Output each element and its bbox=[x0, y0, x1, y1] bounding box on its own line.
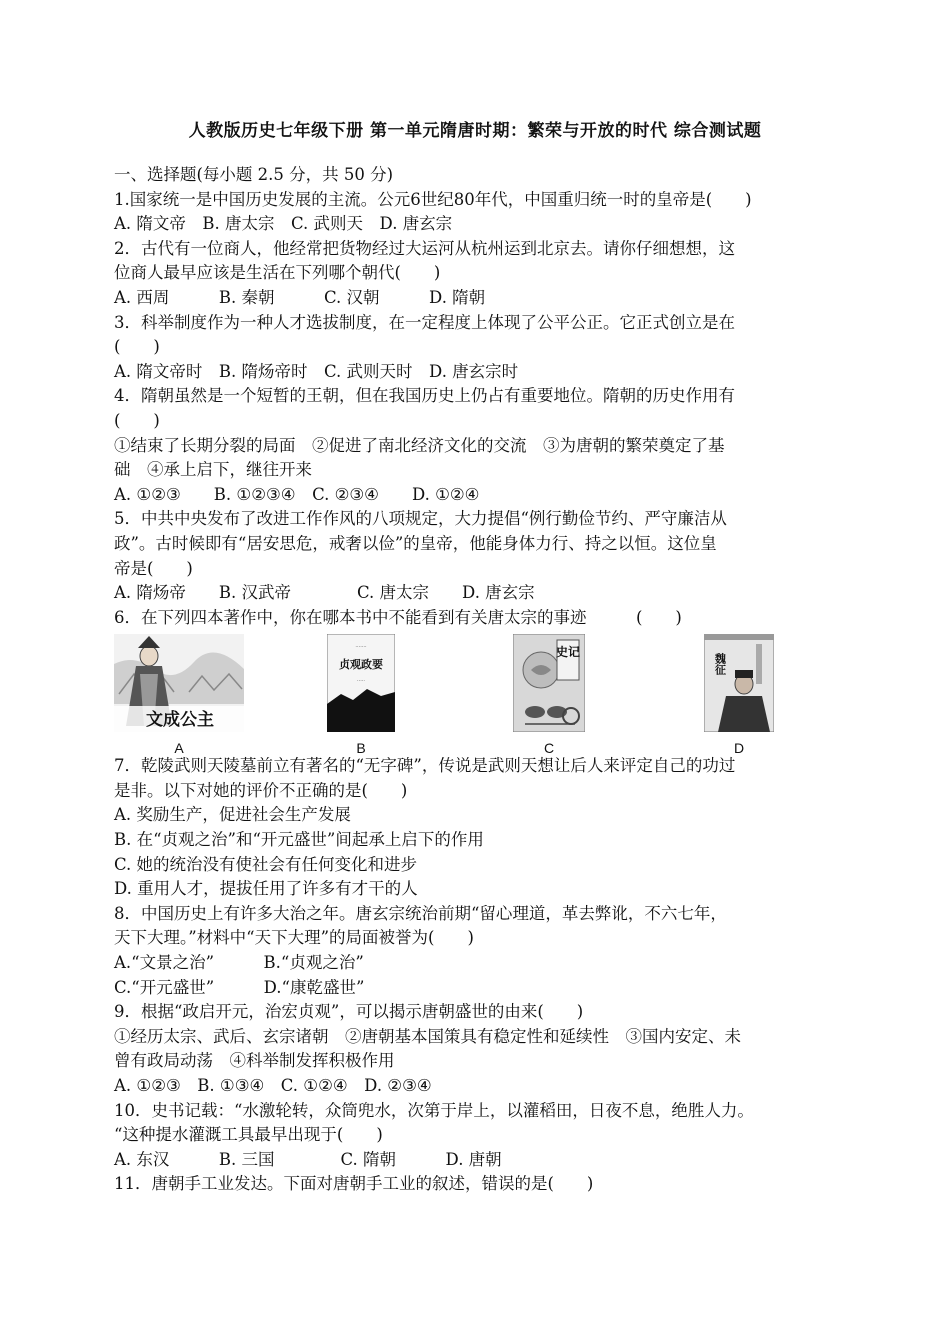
image-d-caption: 魏征 bbox=[713, 653, 727, 676]
question-4-items-cont: 础 ④承上启下，继往开来 bbox=[114, 460, 312, 480]
question-4-stem-cont: ( ) bbox=[114, 410, 160, 430]
question-list bbox=[114, 163, 844, 1197]
question-4-items: ①结束了长期分裂的局面 ②促进了南北经济文化的交流 ③为唐朝的繁荣奠定了基 bbox=[114, 435, 725, 455]
question-9-stem: 9．根据“政启开元，治宏贞观”，可以揭示唐朝盛世的由来( ) bbox=[114, 1002, 584, 1022]
question-10-stem: 10．史书记载：“水激轮转，众筒兜水，次第于岸上，以灌稻田，日夜不息，绝胜人力。 bbox=[114, 1100, 754, 1120]
image-d-label: D bbox=[733, 740, 745, 757]
image-c-label: C bbox=[543, 740, 555, 757]
svg-text:·······: ······· bbox=[355, 644, 367, 651]
question-1-options: A. 隋文帝 B. 唐太宗 C. 武则天 D. 唐玄宗 bbox=[114, 214, 453, 234]
question-4-stem: 4．隋朝虽然是一个短暂的王朝，但在我国历史上仍占有重要地位。隋朝的历史作用有 bbox=[114, 386, 735, 406]
question-7-option-d: D. 重用人才，提拔任用了许多有才干的人 bbox=[114, 879, 418, 899]
image-option-c bbox=[513, 634, 585, 757]
image-b-caption: 贞观政要 bbox=[339, 658, 383, 672]
image-option-a bbox=[114, 634, 244, 757]
question-3-stem: 3．科举制度作为一种人才选拔制度，在一定程度上体现了公平公正。它正式创立是在 bbox=[114, 312, 735, 332]
image-option-d bbox=[704, 634, 774, 757]
question-9-options: A. ①②③ B. ①③④ C. ①②④ D. ②③④ bbox=[114, 1076, 432, 1095]
question-8-stem-cont: 天下大理。”材料中“天下大理”的局面被誉为( ) bbox=[114, 928, 474, 948]
question-5-stem-cont: 政”。古时候即有“居安思危，戒奢以俭”的皇帝，他能身体力行、持之以恒。这位皇 bbox=[114, 533, 717, 553]
image-c-caption: 史记 bbox=[555, 645, 581, 660]
question-7-option-c: C. 她的统治没有使社会有任何变化和进步 bbox=[114, 854, 418, 874]
image-b-label: B bbox=[356, 740, 366, 757]
princess-illustration bbox=[114, 634, 244, 732]
question-1-stem: 1.国家统一是中国历史发展的主流。公元6世纪80年代，中国重归统一时的皇帝是( ) bbox=[114, 189, 752, 209]
svg-text:·····: ····· bbox=[357, 678, 365, 685]
question-9-items: ①经历太宗、武后、玄宗诸朝 ②唐朝基本国策具有稳定性和延续性 ③国内安定、未 bbox=[114, 1026, 741, 1046]
question-7-option-b: B. 在“贞观之治”和“开元盛世”间起承上启下的作用 bbox=[114, 830, 484, 850]
question-11-stem: 11．唐朝手工业发达。下面对唐朝手工业的叙述，错误的是( ) bbox=[114, 1174, 594, 1194]
question-8-options-cd: C.“开元盛世” D.“康乾盛世” bbox=[114, 977, 365, 997]
question-5-options: A. 隋炀帝 B. 汉武帝 C. 唐太宗 D. 唐玄宗 bbox=[114, 583, 535, 603]
question-6-images bbox=[114, 634, 844, 757]
page-title: 人教版历史七年级下册 第一单元隋唐时期：繁荣与开放的时代 综合测试题 bbox=[188, 121, 762, 141]
book-cover-c bbox=[513, 634, 585, 732]
question-9-items-cont: 曾有政局动荡 ④科举制发挥积极作用 bbox=[114, 1051, 395, 1071]
question-2-stem: 2．古代有一位商人，他经常把货物经过大运河从杭州运到北京去。请你仔细想想，这 bbox=[114, 238, 735, 258]
section-heading: 一、选择题(每小题 2.5 分，共 50 分) bbox=[114, 165, 394, 184]
question-4-options: A. ①②③ B. ①②③④ C. ②③④ D. ①②④ bbox=[114, 484, 480, 504]
question-7-option-a: A. 奖励生产，促进社会生产发展 bbox=[114, 805, 351, 825]
question-3-stem-cont: ( ) bbox=[114, 337, 160, 357]
image-option-b bbox=[327, 634, 395, 757]
question-10-options: A. 东汉 B. 三国 C. 隋朝 D. 唐朝 bbox=[114, 1149, 502, 1169]
question-8-options-ab: A.“文景之治” B.“贞观之治” bbox=[114, 953, 364, 973]
image-a-label: A bbox=[174, 740, 184, 757]
question-3-options: A. 隋文帝时 B. 隋炀帝时 C. 武则天时 D. 唐玄宗时 bbox=[114, 361, 519, 381]
question-5-stem: 5．中共中央发布了改进工作作风的八项规定，大力提倡“例行勤俭节约、严守廉洁从 bbox=[114, 509, 727, 529]
book-cover-d bbox=[704, 634, 774, 732]
question-6-stem: 6．在下列四本著作中，你在哪本书中不能看到有关唐太宗的事迹 ( ) bbox=[114, 607, 682, 627]
question-10-stem-cont: “这种提水灌溉工具最早出现于( ) bbox=[114, 1125, 383, 1145]
question-7-stem: 7．乾陵武则天陵墓前立有著名的“无字碑”，传说是武则天想让后人来评定自己的功过 bbox=[114, 756, 736, 776]
image-a-caption: 文成公主 bbox=[146, 710, 214, 731]
question-5-stem-end: 帝是( ) bbox=[114, 558, 193, 578]
question-8-stem: 8．中国历史上有许多大治之年。唐玄宗统治前期“留心理道，革去弊讹，不六七年， bbox=[114, 903, 727, 923]
book-cover-b bbox=[327, 634, 395, 732]
question-2-options: A. 西周 B. 秦朝 C. 汉朝 D. 隋朝 bbox=[114, 287, 486, 307]
question-7-stem-cont: 是非。以下对她的评价不正确的是( ) bbox=[114, 780, 408, 800]
question-2-stem-cont: 位商人最早应该是生活在下列哪个朝代( ) bbox=[114, 263, 441, 283]
